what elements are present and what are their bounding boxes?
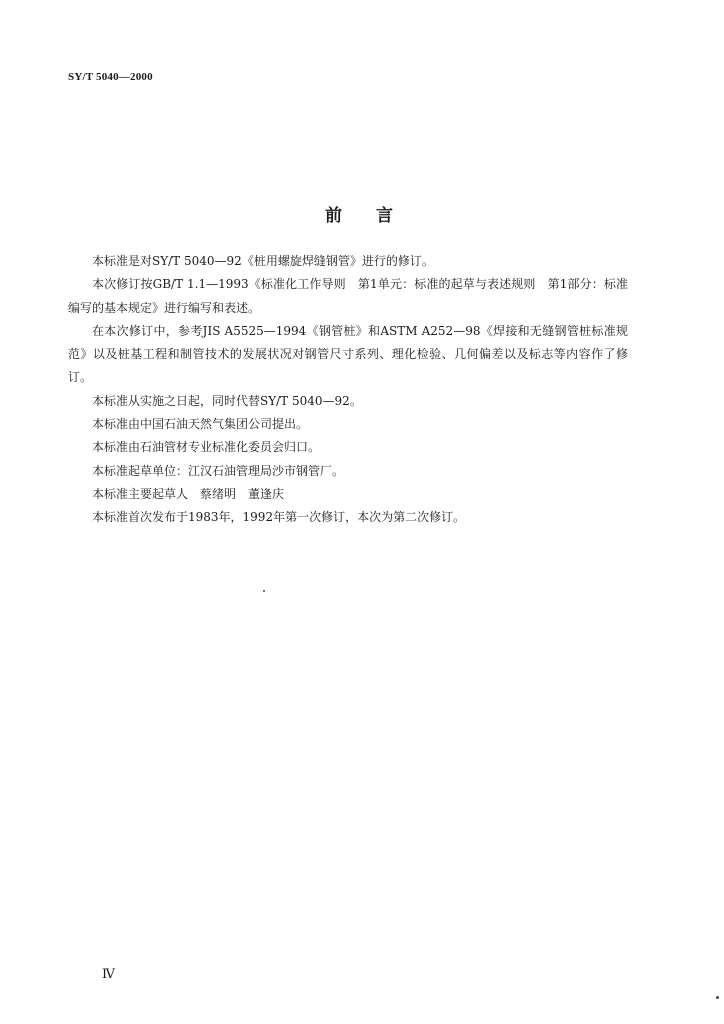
page-number: Ⅳ (102, 966, 115, 981)
paragraph-revision-basis: 本标准是对SY/T 5040—92《桩用螺旋焊缝钢管》进行的修订。 (92, 254, 434, 268)
scan-speck (716, 996, 719, 999)
paragraph-references: 在本次修订中，参考JIS A5525—1994《钢管桩》和ASTM A252—98《焊接和无缝钢管桩标准规范》以及桩基工程和制管技术的发展状况对钢管尺寸系列、理化检验、几何偏差以及标志等内容作了修订。 (68, 323, 628, 385)
paragraph-drafting-rules: 本次修订按GB/T 1.1—1993《标准化工作导则 第1单元：标准的起草与表述规则 第1部分：标准编写的基本规定》进行编写和表述。 (68, 277, 628, 315)
paragraph-committee: 本标准由石油管材专业标准化委员会归口。 (92, 440, 321, 455)
paragraph-replacement: 本标准从实施之日起，同时代替SY/T 5040—92。 (92, 393, 362, 408)
paragraph-proposer: 本标准由中国石油天然气集团公司提出。 (92, 417, 309, 432)
paragraph-drafters: 本标准主要起草人 蔡绪明 董逢庆 (92, 486, 285, 501)
scan-speck (263, 590, 265, 592)
paragraph-history: 本标准首次发布于1983年，1992年第一次修订，本次为第二次修订。 (92, 510, 466, 525)
standard-code-header: SY/T 5040—2000 (68, 71, 153, 83)
paragraph-drafting-unit: 本标准起草单位：江汉石油管理局沙市钢管厂。 (92, 463, 345, 478)
foreword-body (68, 250, 628, 530)
page-title: 前言 (325, 206, 427, 226)
